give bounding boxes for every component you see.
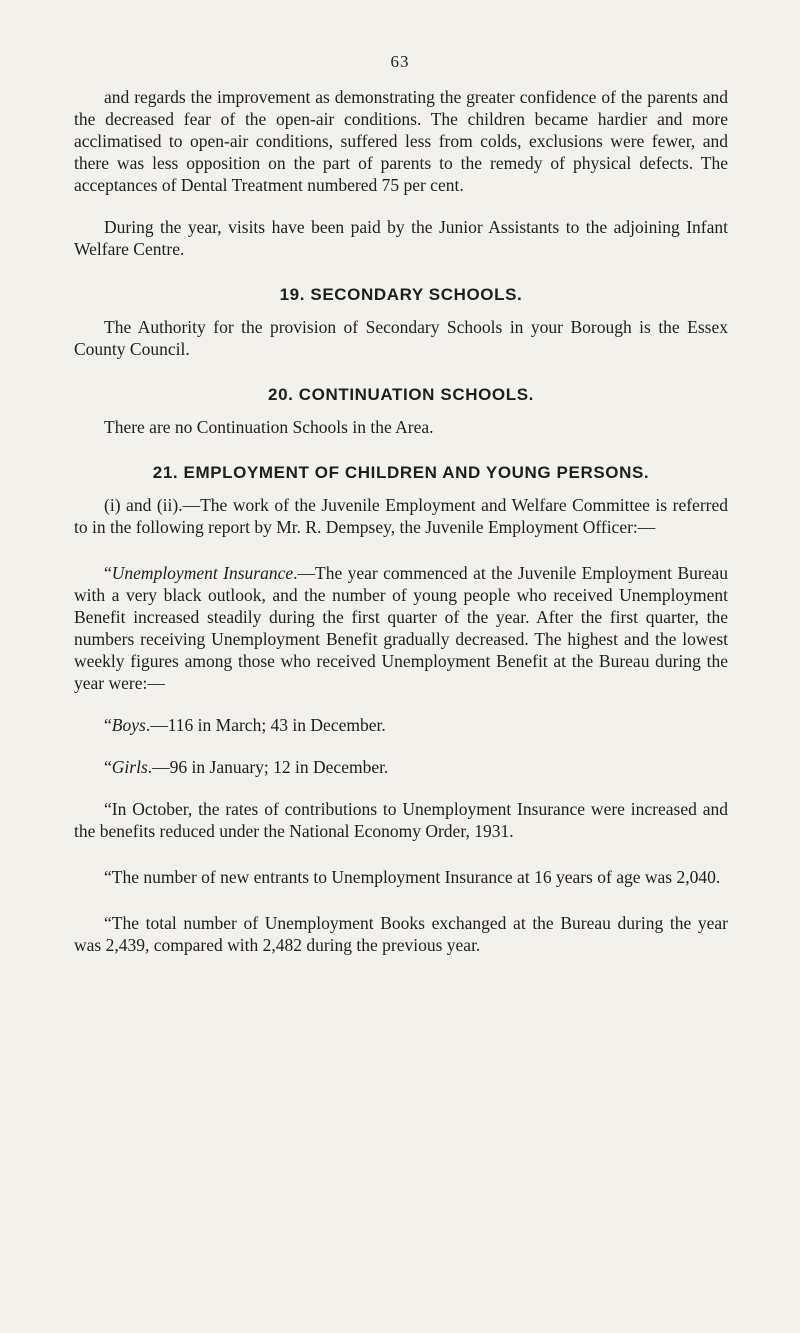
section-heading-continuation-schools <box>74 384 728 406</box>
paragraph-unemployment-insurance <box>74 562 728 694</box>
girls-label: Girls <box>111 757 148 777</box>
open-quote: “ <box>104 757 112 777</box>
paragraph-unemployment-books: “The total number of Unemployment Books exchanged at the Bureau during the year was 2,439, compared with 2,482 during the previous year. <box>74 913 728 955</box>
section-number: 20. <box>268 385 294 404</box>
section-number: 21. <box>152 463 179 482</box>
section-title: EMPLOYMENT OF CHILDREN AND YOUNG PERSONS. <box>183 463 650 482</box>
section-title: CONTINUATION SCHOOLS. <box>298 385 534 404</box>
open-quote: “ <box>104 715 112 735</box>
page-number: 63 <box>390 52 410 71</box>
unemployment-insurance-heading: Unemployment Insurance <box>111 563 294 583</box>
paragraph-secondary-schools: The Authority for the provision of Secondary Schools in your Borough is the Essex County Council. <box>74 317 728 359</box>
paragraph-continuation-schools: There are no Continuation Schools in the Area. <box>104 417 434 437</box>
boys-figures: .—116 in March; 43 in December. <box>145 715 386 735</box>
section-heading-employment <box>74 462 728 484</box>
paragraph-employment-intro: (i) and (ii).—The work of the Juvenile Employment and Welfare Committee is referred to in the following report by Mr. R. Dempsey, the Juvenile Employment Officer:— <box>74 495 728 537</box>
paragraph-infant-welfare: During the year, visits have been paid by the Junior Assistants to the adjoining Infant Welfare Centre. <box>74 217 728 259</box>
girls-figures: .—96 in January; 12 in December. <box>147 757 389 777</box>
open-quote: “ <box>104 563 112 583</box>
paragraph-open-air-results: and regards the improvement as demonstrating the greater confidence of the parents and the decreased fear of the open-air conditions. The children became hardier and more acclimatised to open-air conditions, suffered less from colds, exclusions were fewer, and there was less opposition on the part of parents to the remedy of physical defects. The acceptances of Dental Treatment numbered 75 per cent. <box>74 87 728 195</box>
section-title: SECONDARY SCHOOLS. <box>310 285 523 304</box>
boys-label: Boys <box>111 715 146 735</box>
section-heading-secondary-schools <box>74 284 728 306</box>
paragraph-new-entrants: “The number of new entrants to Unemployment Insurance at 16 years of age was 2,040. <box>104 867 721 887</box>
unemployment-insurance-text: .—The year commenced at the Juvenile Employment Bureau with a very black outlook, and the number of young people who received Unemployment Benefit increased steadily during the first quarter of the year. After the first quarter, the numbers receiving Unemployment Benefit gradually decreased. The highest and the lowest weekly figures among those who received Unemployment Benefit at the Bureau during the year were:— <box>74 563 728 693</box>
paragraph-october-rates: “In October, the rates of contributions to Unemployment Insurance were increased and the benefits reduced under the National Economy Order, 1931. <box>74 799 728 841</box>
paragraph-girls-figures <box>74 756 728 778</box>
paragraph-boys-figures <box>74 714 728 736</box>
page-content <box>74 86 728 956</box>
section-number: 19. <box>279 285 306 304</box>
